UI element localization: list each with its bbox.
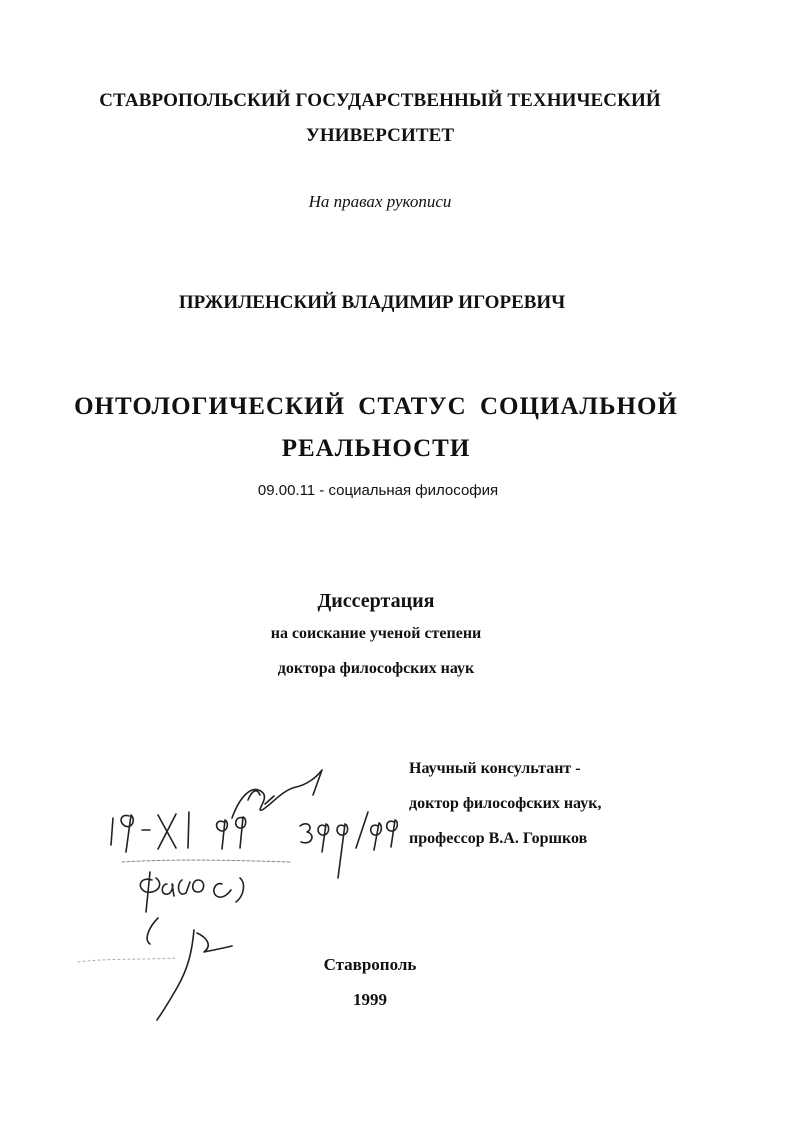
handwriting-stroke [232,770,322,818]
degree-line1: на соискание ученой степени [270,625,482,642]
degree-line2: доктора философских наук [277,660,475,677]
handwriting-stroke [140,872,159,912]
handwriting-stroke [197,933,232,952]
manuscript-rights-note: На правах рукописи [308,192,452,211]
handwriting-stroke [214,884,231,898]
handwriting-stroke [122,860,290,862]
handwriting-stroke [236,878,243,902]
handwriting-stroke [179,880,190,894]
consultant-role: Научный консультант - [409,760,581,777]
dissertation-title-line2: РЕАЛЬНОСТИ [281,435,471,462]
dissertation-title-line1: ОНТОЛОГИЧЕСКИЙ СТАТУС СОЦИАЛЬНОЙ [74,393,678,420]
specialty-code: 09.00.11 - социальная философия [257,482,499,499]
university-name-line1: СТАВРОПОЛЬСКИЙ ГОСУДАРСТВЕННЫЙ ТЕХНИЧЕСКИЙ [99,90,661,111]
university-name-line2: УНИВЕРСИТЕТ [305,125,455,146]
handwriting-stroke [337,824,348,878]
handwriting-stroke [318,824,329,852]
handwriting-stroke [217,820,228,849]
handwriting-stroke [121,815,133,852]
handwriting-stroke [158,814,176,849]
handwriting-stroke [147,918,158,944]
handwriting-stroke [371,823,382,850]
handwriting-stroke [162,884,174,896]
consultant-name: профессор В.А. Горшков [409,830,588,847]
handwriting-stroke [248,791,260,800]
handwriting-stroke [265,796,274,804]
publication-city: Ставрополь [323,955,417,974]
handwriting-stroke [387,820,398,847]
handwriting-stroke [188,812,189,848]
consultant-degree: доктор философских наук, [409,795,602,812]
document-type-label: Диссертация [317,590,435,612]
handwriting-stroke [300,824,312,843]
handwriting-stroke [111,818,113,845]
author-name: ПРЖИЛЕНСКИЙ ВЛАДИМИР ИГОРЕВИЧ [178,292,566,313]
handwriting-stroke [356,812,368,848]
publication-year: 1999 [353,990,387,1009]
handwriting-stroke [193,880,204,892]
handwriting-stroke [236,817,246,848]
